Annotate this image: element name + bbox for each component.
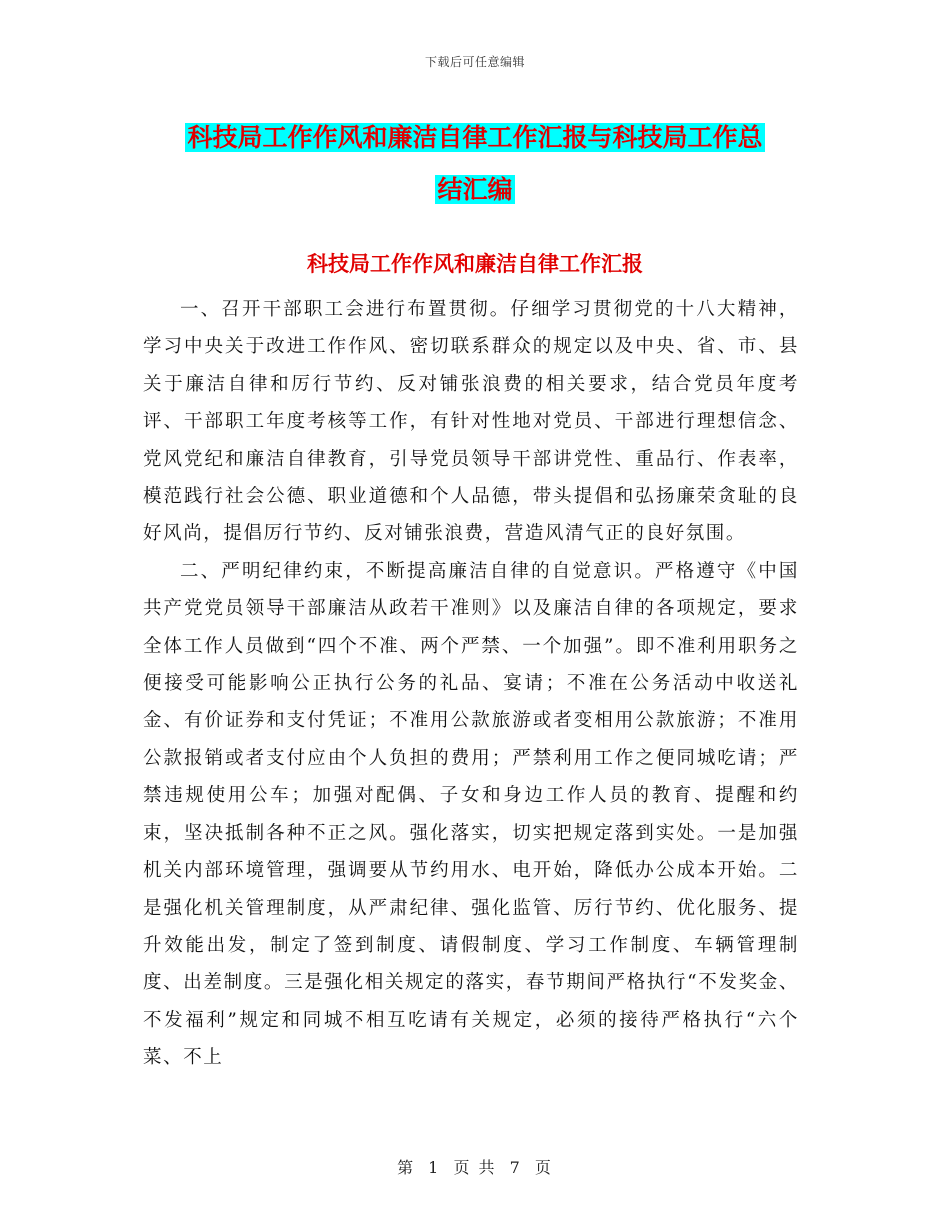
document-title — [0, 112, 950, 216]
section-title: 科技局工作作风和廉洁自律工作汇报 — [307, 252, 643, 276]
document-body — [143, 291, 799, 1077]
document-title-line-2: 结汇编 — [437, 175, 513, 204]
footer-middle: 页 共 — [453, 1158, 497, 1177]
footer-page-number: 1 — [428, 1158, 441, 1177]
document-title-line-1: 科技局工作作风和廉洁自律工作汇报与科技局工作总 — [187, 123, 763, 152]
footer-suffix: 页 — [534, 1158, 553, 1177]
footer-total-pages: 7 — [509, 1158, 522, 1177]
page-header-note: 下载后可任意编辑 — [424, 55, 525, 69]
paragraph-2: 二、严明纪律约束，不断提高廉洁自律的自觉意识。严格遵守《中国共产党党员领导干部廉洁从政若干准则》以及廉洁自律的各项规定，要求全体工作人员做到“四个不准、两个严禁、一个加强”。即不准利用职务之便接受可能影响公正执行公务的礼品、宴请；不准在公务活动中收送礼金、有价证券和支付凭证；不准用公款旅游或者变相用公款旅游；不准用公款报销或者支付应由个人负担的费用；严禁利用工作之便同城吃请；严禁违规使用公车；加强对配偶、子女和身边工作人员的教育、提醒和约束，坚决抵制各种不正之风。强化落实，切实把规定落到实处。一是加强机关内部环境管理，强调要从节约用水、电开始，降低办公成本开始。二是强化机关管理制度，从严肃纪律、强化监管、厉行节约、优化服务、提升效能出发，制定了签到制度、请假制度、学习工作制度、车辆管理制度、出差制度。三是强化相关规定的落实，春节期间严格执行“不发奖金、不发福利”规定和同城不相互吃请有关规定，必须的接待严格执行“六个菜、不上 — [143, 560, 799, 1069]
footer-prefix: 第 — [397, 1158, 416, 1177]
page-footer — [0, 1155, 950, 1178]
paragraph-1: 一、召开干部职工会进行布置贯彻。仔细学习贯彻党的十八大精神，学习中央关于改进工作作风、密切联系群众的规定以及中央、省、市、县关于廉洁自律和厉行节约、反对铺张浪费的相关要求，结合党员年度考评、干部职工年度考核等工作，有针对性地对党员、干部进行理想信念、党风党纪和廉洁自律教育，引导党员领导干部讲党性、重品行、作表率，模范践行社会公德、职业道德和个人品德，带头提倡和弘扬廉荣贪耻的良好风尚，提倡厉行节约、反对铺张浪费，营造风清气正的良好氛围。 — [143, 299, 799, 545]
